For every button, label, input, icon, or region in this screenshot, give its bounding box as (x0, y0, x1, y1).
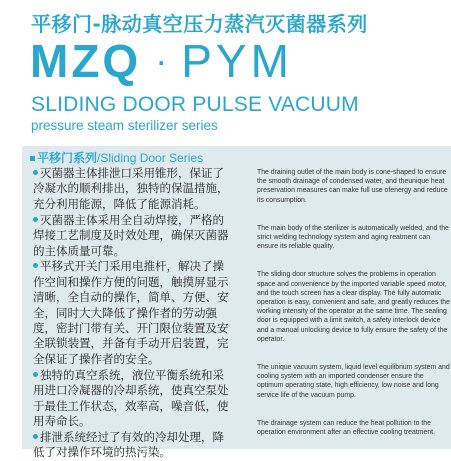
feature-cn-item: 独特的真空系统，液位平衡系统和采用进口冷凝器的冷却系统，使真空泵处于最佳工作状态，效率高，噪音低，使用寿命长。 (33, 367, 229, 428)
section-heading (30, 149, 203, 166)
bullet-dot-icon (33, 372, 38, 377)
feature-cn-item: 灭菌器主体采用全自动焊接，严格的焊接工艺制度及时效处理，确保灭菌器的主体质量可靠。 (33, 212, 229, 258)
feature-en-item: The draining outlet of the main body is cone-shaped to ensure the smooth drainage of condensed water, and theunique heat preservation measures can make full use ofenergy and reduce its consumption. (257, 169, 448, 204)
model-code-mzq: MZQ (30, 35, 142, 87)
features-en-list (257, 168, 451, 437)
bullet-dot-icon (33, 263, 38, 268)
section-title-en: /Sliding Door Series (97, 151, 204, 165)
bullet-dot-icon (33, 217, 38, 222)
feature-en-item: The drainage system can reduce the heat pollution to the operation environment after an effective cooling treatment. (257, 419, 435, 437)
bullet-dot-icon (33, 434, 38, 439)
feature-cn-item: 排泄系统经过了有效的冷却处理，降低了对操作环境的热污染。 (33, 429, 224, 460)
model-number (30, 36, 293, 86)
page-title-en: SLIDING DOOR PULSE VACUUM (31, 93, 359, 116)
feature-cn-item: 平移式开关门采用电推杆，解决了操作空间和操作方便的问题，触摸屏显示清晰，全自动的操作，简单、方便、安全，同时大大降低了操作者的劳动强度，密封门带有关、开门限位装置及安全联锁装置，并备有手动开启装置，完全保证了操作者的安全。 (33, 259, 229, 366)
model-separator: · (155, 40, 168, 81)
features-cn-list (33, 166, 233, 461)
feature-en-item: The main body of the sterilizer is automatically welded, and the strict welding technology system and aging reatment can ensure its reliable quality. (257, 224, 449, 251)
feature-en-item: The unique vacuum system, liquid level equilibrium system and cooling system with an imported condenser ensure the optimum operating state, high efficiency, low noise and long service life of the vacuum pump. (257, 364, 450, 399)
page-title-cn: 平移门-脉动真空压力蒸汽灭菌器系列 (31, 12, 368, 36)
bullet-dot-icon (33, 170, 38, 175)
page-subtitle-en: pressure steam sterilizer series (31, 118, 218, 133)
feature-en-item: The sliding door structure solves the problems in operation space and convenience by the imported variable speed motor, and the touch screen has a clear display. The fully automatic operation is easy, convenient and safe, and greatly reduces the working intensity of the operator at the same time. The sealing door is equipped with a limit switch, a safety interlock device and a manual unlocking device to fully ensure the safety of the operator. (257, 271, 450, 343)
model-code-pym: PYM (181, 35, 293, 87)
feature-cn-item: 灭菌器主体排泄口采用锥形，保证了冷凝水的顺利排出，独特的保温措施，充分利用能源，降低了能源消耗。 (33, 166, 229, 211)
square-bullet-icon (30, 156, 35, 161)
section-title-cn: 平移门系列 (37, 151, 98, 165)
